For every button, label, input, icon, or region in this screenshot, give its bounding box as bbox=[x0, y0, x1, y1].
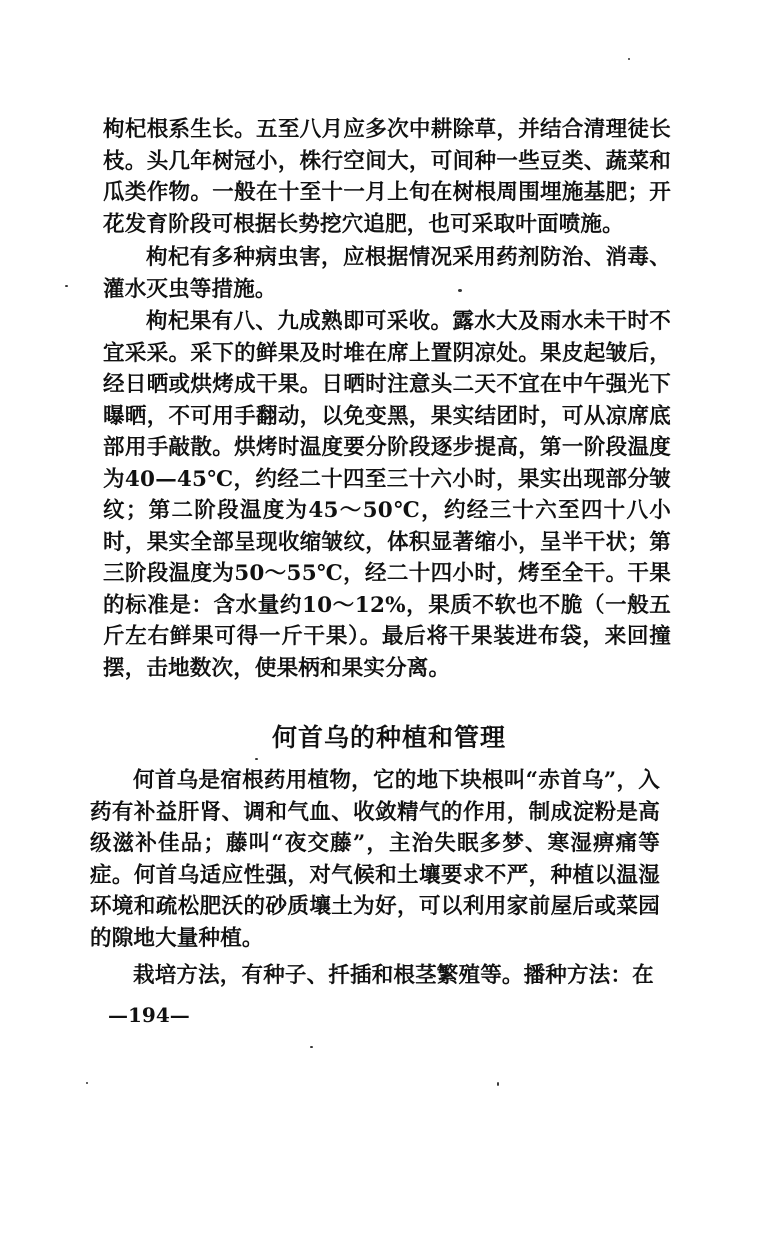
scan-speck bbox=[255, 758, 258, 760]
paragraph-goji-pest-control: 枸杞有多种病虫害，应根据情况采用药剂防治、消毒、灌水灭虫等措施。 bbox=[103, 245, 671, 302]
scan-speck bbox=[497, 1082, 499, 1086]
section-heading: 何首乌的种植和管理 bbox=[271, 723, 506, 752]
page-number: —194— bbox=[108, 1003, 190, 1027]
scan-speck bbox=[310, 1046, 313, 1048]
paragraph-heshouwu-intro: 何首乌是宿根药用植物，它的地下块根叫“赤首乌”，入药有补益肝肾、调和气血、收敛精气的作用，制成淀粉是高级滋补佳品；藤叫“夜交藤”，主治失眠多梦、寒湿痹痛等症。何首乌适应性强，对气候和土壤要求不严，种植以温湿环境和疏松肥沃的砂质壤土为好，可以利用家前屋后或菜园的隙地大量种植。 bbox=[90, 768, 660, 951]
scan-speck bbox=[86, 1082, 88, 1084]
paragraph-heshouwu-cultivation: 栽培方法，有种子、扦插和根茎繁殖等。播种方法：在 bbox=[133, 963, 654, 988]
paragraph-goji-weeding-fertilizing: 枸杞根系生长。五至八月应多次中耕除草，并结合清理徒长枝。头几年树冠小，株行空间大，可间种一些豆类、蔬菜和瓜类作物。一般在十至十一月上旬在树根周围埋施基肥；开花发育阶段可根据长势挖穴追肥，也可采取叶面喷施。 bbox=[103, 117, 671, 237]
scan-speck bbox=[458, 289, 462, 292]
scan-speck bbox=[628, 58, 630, 60]
scan-speck bbox=[65, 285, 68, 287]
paragraph-goji-harvesting-drying: 枸杞果有八、九成熟即可采收。露水大及雨水未干时不宜采采。采下的鲜果及时堆在席上置阴凉处。果皮起皱后，经日晒或烘烤成干果。日晒时注意头二天不宜在中午强光下曝晒，不可用手翻动，以免变黑，果实结团时，可从凉席底部用手敲散。烘烤时温度要分阶段逐步提高，第一阶段温度为40—45℃，约经二十四至三十六小时，果实出现部分皱纹；第二阶段温度为45～50℃，约经三十六至四十八小时，果实全部呈现收缩皱纹，体积显著缩小，呈半干状；第三阶段温度为50～55℃，经二十四小时，烤至全干。干果的标准是：含水量约10～12%，果质不软也不脆（一般五斤左右鲜果可得一斤干果）。最后将干果装进布袋，来回撞摆，击地数次，使果柄和果实分离。 bbox=[103, 309, 671, 681]
